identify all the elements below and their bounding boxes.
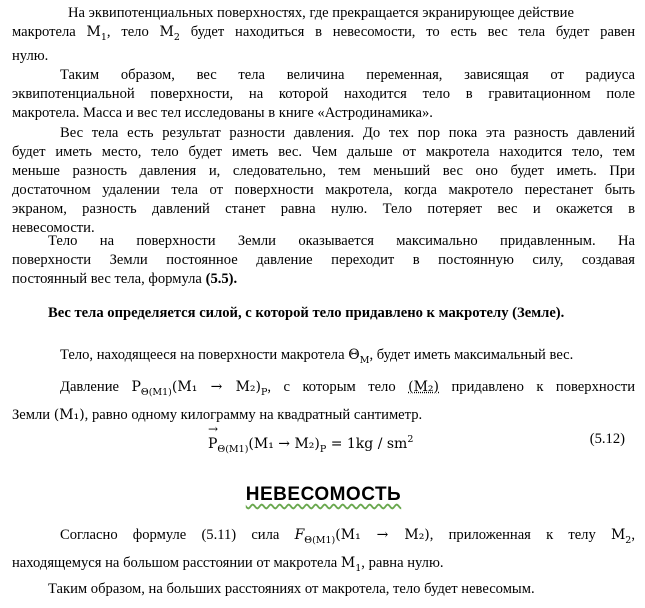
symbol-m2: $M_2$ (610, 527, 632, 546)
paragraph-1-line-1: На эквипотенциальных поверхностях, где прекращается экранирующее действие (68, 5, 574, 21)
paragraph-4-line-3 (12, 270, 635, 289)
text-fragment: будет находиться в невесомости, то есть вес тела будет равен (190, 24, 635, 40)
paragraph-7-line-2 (12, 554, 635, 578)
text-fragment: Давление (60, 379, 119, 395)
pressure-symbol: → $P_{\Theta(M1)}(M_1 \to M_2)_P$ (131, 379, 267, 395)
paragraph-6-line-1 (12, 378, 635, 402)
paragraph-6 (12, 378, 635, 425)
symbol-m2: (M₂) (408, 379, 439, 395)
symbol-m1: $M_1$ (340, 555, 362, 574)
text-fragment: Тело, находящееся на поверхности макротела (60, 347, 345, 363)
paragraph-3-line-1: Вес тела есть результат разности давления. До тех пор пока эта разность давлений (60, 125, 635, 141)
symbol-m2: $M_2$ (159, 24, 180, 43)
text-fragment: , с которым тело (267, 379, 396, 395)
formula-reference: (5.5). (205, 271, 238, 287)
paragraph-3-line-2: будет иметь место, тело будет иметь вес. Чем дальше от макротела находится тело, тем (12, 144, 635, 160)
force-symbol: → $F_{\Theta(M1)}(M_1 \to M_2)$ (295, 527, 430, 543)
paragraph-3-line-5: экраном, разность давлений станет равна нулю. Тело потеряет вес и окажется в (12, 201, 635, 217)
symbol-m1: $M_1$ (86, 24, 107, 43)
paragraph-4-line-2: поверхности Земли постоянное давление переходит в постоянную силу, создавая (12, 252, 635, 268)
paragraph-2-line-2: эквипотенциальной поверхности, на которой находится тело в гравитационном поле (12, 86, 635, 102)
paragraph-1 (12, 4, 635, 66)
bold-statement: Вес тела определяется силой, с которой тело придавлено к макротелу (Земле). (48, 305, 565, 321)
paragraph-3 (12, 124, 635, 238)
symbol-theta-m: $\Theta_M$ (348, 347, 370, 366)
text-fragment: постоянный вес тела, формула (12, 271, 202, 287)
text-fragment: , равна нулю. (361, 555, 444, 571)
text-fragment: Согласно формуле (5.11) сила (60, 527, 280, 543)
paragraph-3-line-4: достаточном удалении тела от поверхности макротела, когда макротело перестанет быть (12, 182, 635, 198)
text-fragment: , равно одному килограмму на квадратный сантиметр. (84, 407, 423, 423)
paragraph-2-line-1: Таким образом, вес тела величина переменная, зависящая от радиуса (60, 67, 635, 83)
text-fragment: Земли (12, 407, 51, 423)
equation-body: → $P_{\Theta(M1)}(M_1 \to M_2)_P = 1kg / sm^2$ (208, 430, 413, 459)
text-fragment: макротела (12, 24, 76, 40)
text-fragment: , будет иметь максимальный вес. (369, 347, 574, 363)
paragraph-3-line-3: меньше разность давления и, следовательно, тем меньший вес оно будет иметь. При (12, 163, 635, 179)
text-fragment: придавлено к поверхности (451, 379, 635, 395)
paragraph-2-line-3: макротела. Масса и вес тел исследованы в книге «Астродинамика». (12, 105, 433, 121)
paragraph-3-line-6: невесомости. (12, 220, 95, 236)
paragraph-5 (12, 346, 635, 370)
paragraph-6-line-2 (12, 406, 635, 425)
paragraph-8: Таким образом, на больших расстояниях от макротела, тело будет невесомым. (48, 581, 535, 597)
text-fragment: находящемуся на большом расстоянии от макротела (12, 555, 338, 571)
paragraph-1-line-3: нулю. (12, 48, 49, 64)
paragraph-4 (12, 232, 635, 289)
paragraph-7-line-1: Согласно формуле (5.11) сила → $F_{\Theta(M1)}(M_1 \to M_2)$, приложенная к телу $M_2$, (12, 526, 635, 550)
paragraph-4-line-1: Тело на поверхности Земли оказывается максимально придавленным. На (48, 233, 635, 249)
paragraph-2 (12, 66, 635, 123)
paragraph-7 (12, 526, 635, 578)
text-fragment: , приложенная к телу (429, 527, 596, 543)
equation-number: (5.12) (589, 431, 625, 447)
text-fragment: , тело (106, 24, 149, 40)
section-heading: НЕВЕСОМОСТЬ (245, 484, 402, 505)
paragraph-1-line-2 (12, 23, 635, 47)
symbol-m1: (M₁) (53, 407, 85, 423)
